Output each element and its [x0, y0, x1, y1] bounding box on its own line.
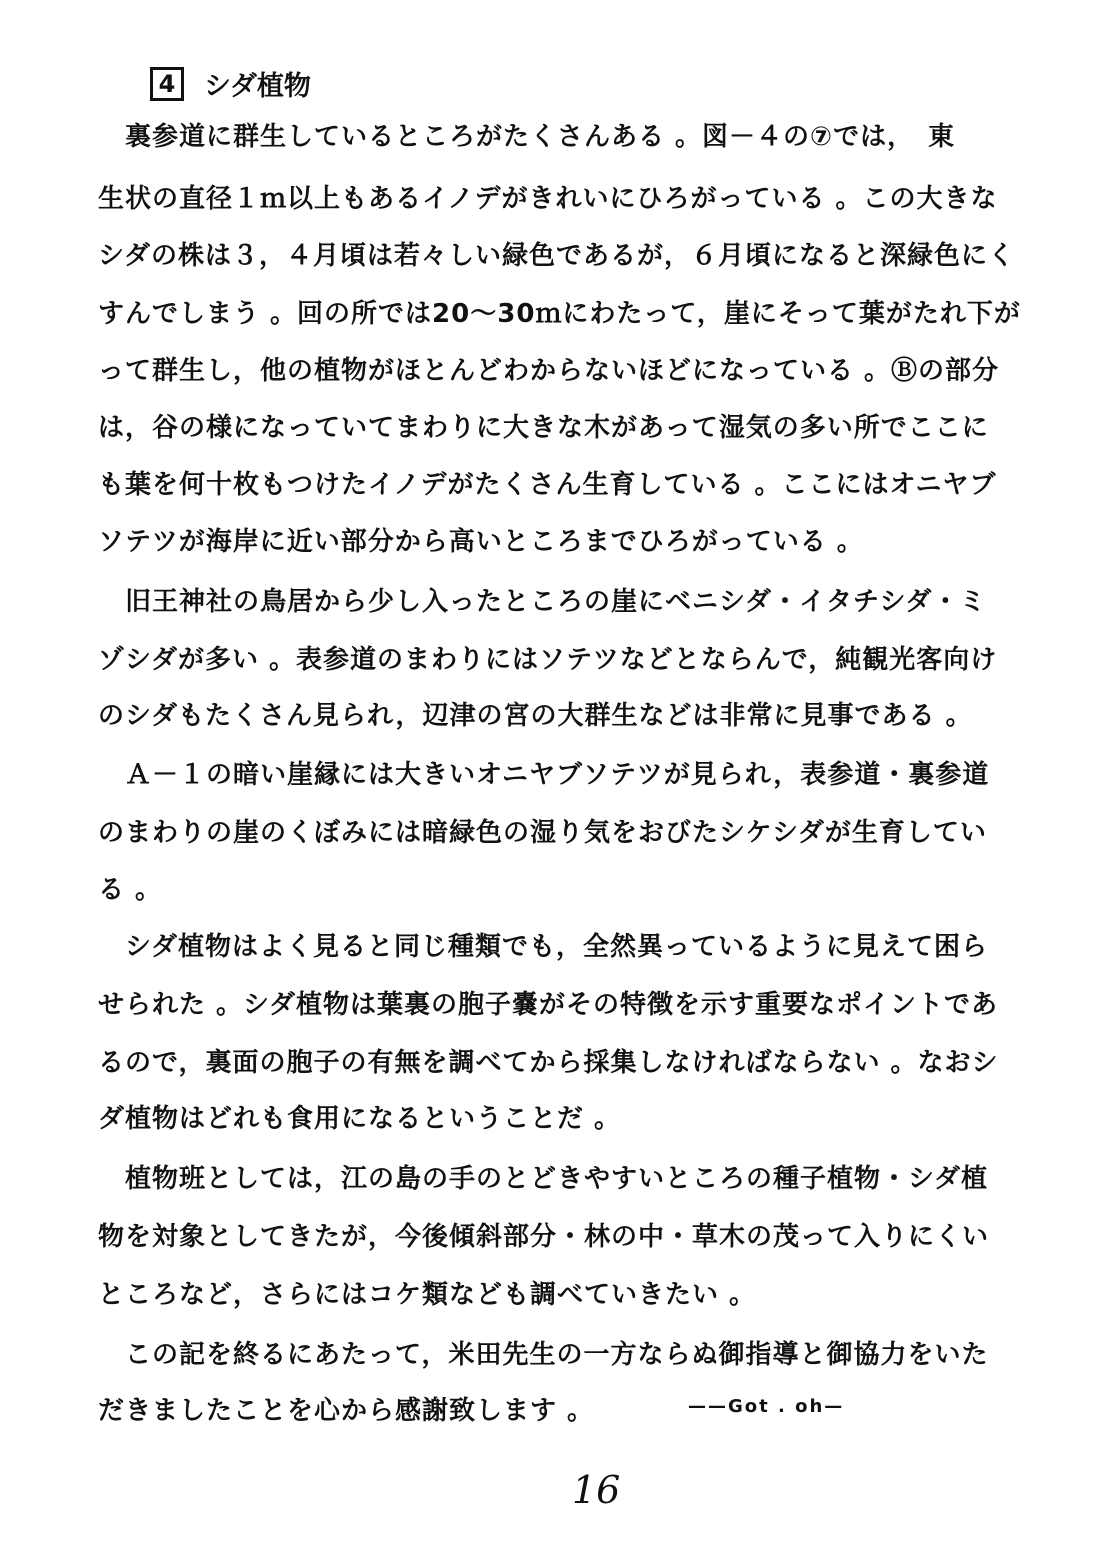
- text-line: のまわりの崖のくぼみには暗緑色の湿り気をおびたシケシダが生育してい: [98, 818, 987, 848]
- text-line: って群生し，他の植物がほとんどわからないほどになっている 。Ⓑの部分: [98, 356, 1000, 386]
- text-line: シダ植物はよく見ると同じ種類でも，全然異っているように見えて困ら: [125, 932, 988, 962]
- section-heading: [150, 64, 311, 103]
- text-line: のシダもたくさん見られ，辺津の宮の大群生などは非常に見事である 。: [98, 701, 973, 731]
- text-line: 裏参道に群生しているところがたくさんある 。図－４の⑦では， 東: [125, 122, 956, 152]
- text-line: 生状の直径１ｍ以上もあるイノデがきれいにひろがっている 。この大きな: [98, 184, 998, 214]
- text-line: も葉を何十枚もつけたイノデがたくさん生育している 。ここにはオニヤブ: [98, 470, 997, 500]
- section-title: シダ植物: [204, 71, 311, 102]
- text-line: ダ植物はどれも食用になるということだ 。: [98, 1104, 622, 1134]
- text-line: せられた 。シダ植物は葉裏の胞子嚢がその特徴を示す重要なポイントであ: [98, 990, 999, 1020]
- text-line: る 。: [98, 875, 163, 905]
- text-line: るので，裏面の胞子の有無を調べてから採集しなければならない 。なおシ: [98, 1048, 999, 1078]
- text-line: だきましたことを心から感謝致します 。: [98, 1396, 595, 1426]
- page-number: 16: [572, 1468, 621, 1512]
- author-signature: ——Got . oh—: [688, 1396, 845, 1417]
- text-line: ゾシダが多い 。表参道のまわりにはソテツなどとならんで，純観光客向け: [98, 645, 998, 675]
- text-line: ところなど，さらにはコケ類なども調べていきたい 。: [98, 1280, 757, 1310]
- text-line: シダの株は３，４月頃は若々しい緑色であるが，６月頃になると深緑色にく: [98, 241, 1015, 271]
- text-line: 旧王神社の鳥居から少し入ったところの崖にベニシダ・イタチシダ・ミ: [125, 587, 987, 617]
- text-line: Ａ－１の暗い崖縁には大きいオニヤブソテツが見られ，表参道・裏参道: [125, 760, 990, 790]
- text-line: 物を対象としてきたが，今後傾斜部分・林の中・草木の茂って入りにくい: [98, 1222, 990, 1252]
- section-number: 4: [150, 67, 184, 101]
- text-line: ソテツが海岸に近い部分から高いところまでひろがっている 。: [98, 527, 864, 557]
- text-line: すんでしまう 。回の所では20～30ｍにわたって，崖にそって葉がたれ下が: [98, 299, 1021, 329]
- text-line: 植物班としては，江の島の手のとどきやすいところの種子植物・シダ植: [125, 1164, 988, 1194]
- text-line: は，谷の様になっていてまわりに大きな木があって湿気の多い所でここに: [98, 413, 989, 443]
- text-line: この記を終るにあたって，米田先生の一方ならぬ御指導と御協力をいた: [125, 1340, 989, 1370]
